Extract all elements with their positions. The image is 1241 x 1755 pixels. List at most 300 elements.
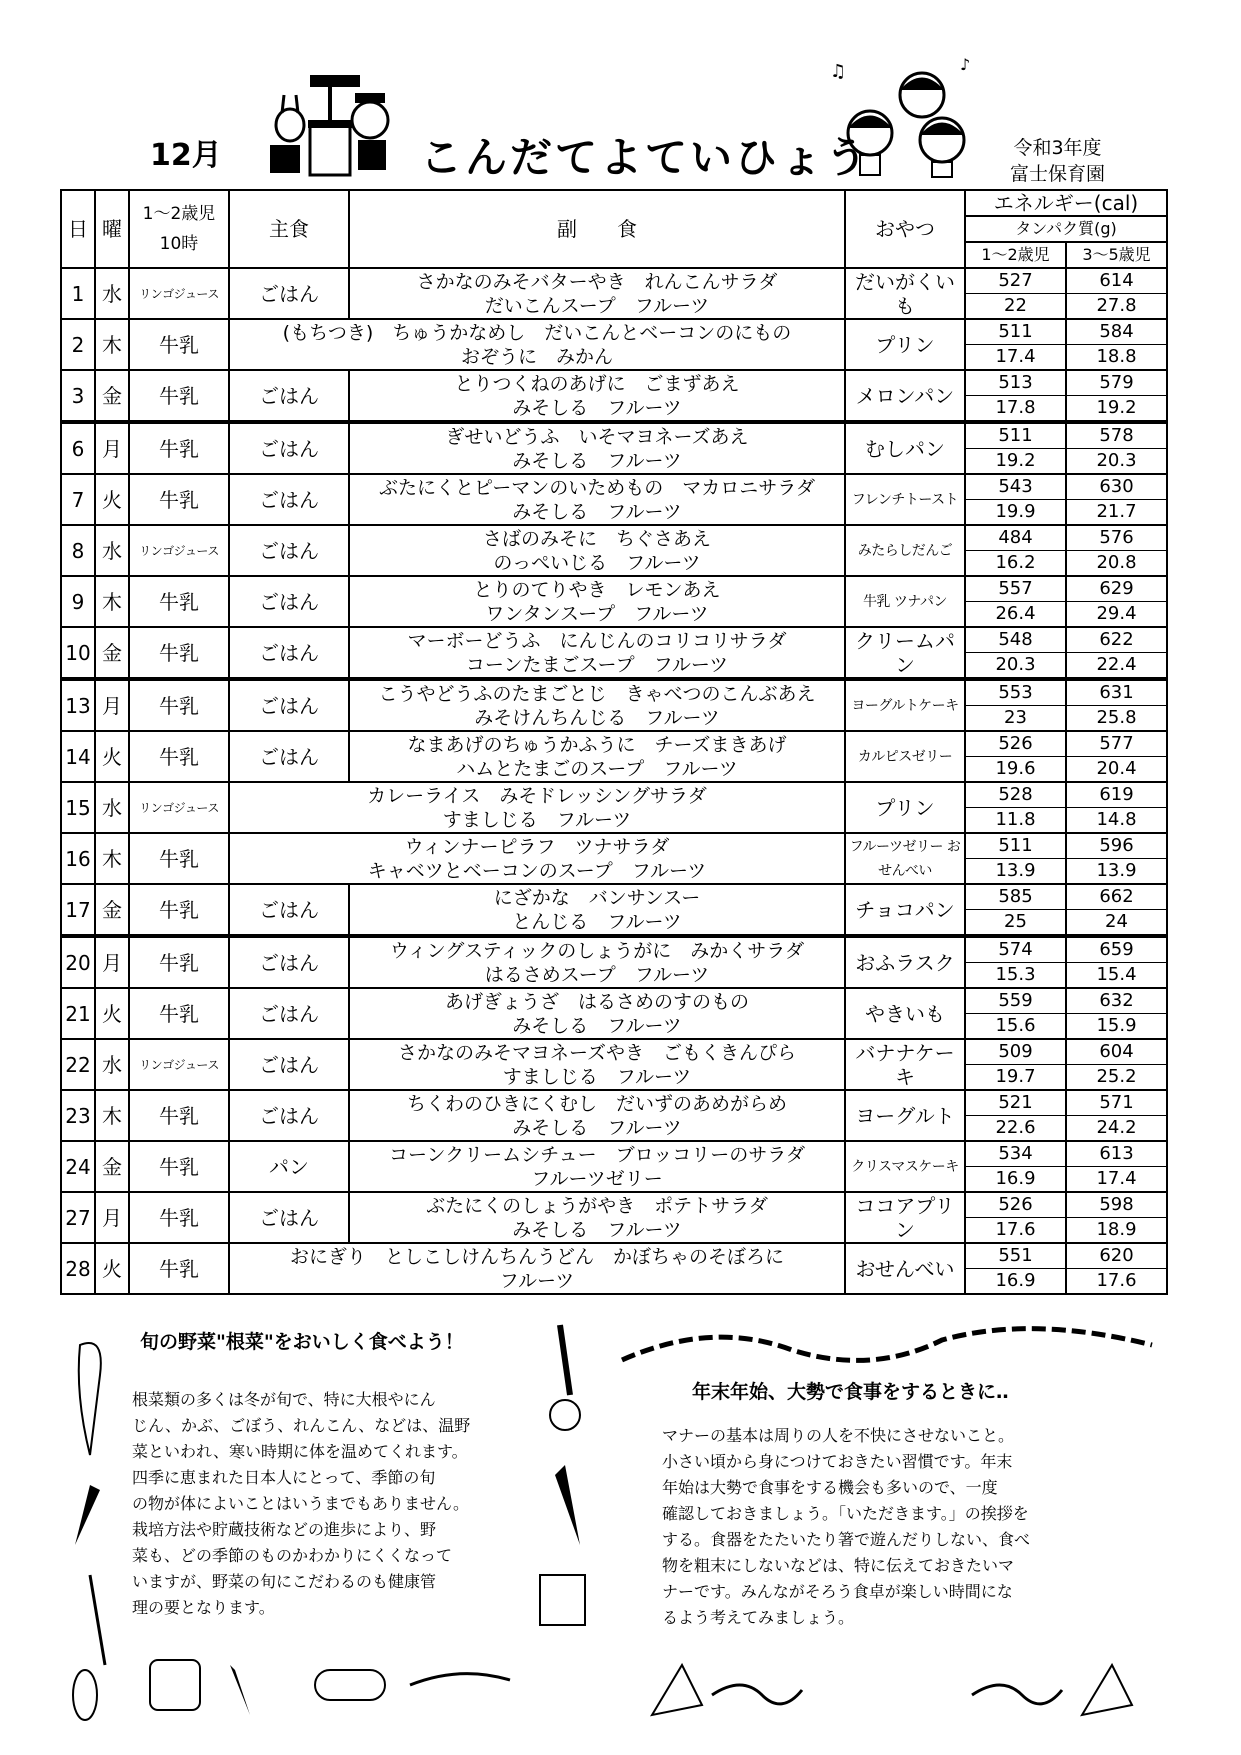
protein-big: 19.2 <box>1067 395 1166 420</box>
nutrition-small-cell <box>965 731 1066 782</box>
side-line-1: なまあげのちゅうかふうに チーズまきあげ <box>407 733 787 756</box>
staple-cell: ごはん <box>229 525 349 576</box>
day-cell: 15 <box>61 782 95 833</box>
sides-cell <box>229 1243 845 1294</box>
table-row <box>61 884 1167 936</box>
energy-small: 511 <box>998 425 1033 446</box>
protein-small: 15.6 <box>966 1013 1065 1038</box>
drink-cell: 牛乳 <box>129 576 229 627</box>
nutrition-small-cell <box>965 1141 1066 1192</box>
table-row <box>61 1141 1167 1192</box>
energy-small: 527 <box>998 270 1033 291</box>
day-cell: 6 <box>61 422 95 474</box>
nutrition-big-cell <box>1066 1243 1167 1294</box>
energy-big: 613 <box>1099 1143 1134 1164</box>
energy-small: 526 <box>998 733 1033 754</box>
snack-cell: むしパン <box>845 422 965 474</box>
nutrition-small-cell <box>965 1243 1066 1294</box>
header-staple: 主食 <box>229 190 349 268</box>
energy-big: 577 <box>1099 733 1134 754</box>
side-line-2: すましじる フルーツ <box>442 808 632 831</box>
sides-cell <box>349 1141 845 1192</box>
table-row <box>61 988 1167 1039</box>
energy-big: 620 <box>1099 1245 1134 1266</box>
text-line: いますが、野菜の旬にこだわるのも健康管 <box>132 1572 437 1591</box>
nutrition-big-cell <box>1066 268 1167 319</box>
day-cell: 27 <box>61 1192 95 1243</box>
protein-big: 25.8 <box>1067 705 1166 730</box>
nutrition-small-cell <box>965 422 1066 474</box>
energy-big: 614 <box>1099 270 1134 291</box>
staple-cell: ごはん <box>229 884 349 936</box>
protein-big: 15.9 <box>1067 1013 1166 1038</box>
protein-big: 17.6 <box>1067 1268 1166 1293</box>
nutrition-big-cell <box>1066 731 1167 782</box>
nutrition-big-cell <box>1066 1192 1167 1243</box>
header-snack: おやつ <box>845 190 965 268</box>
weekday-cell: 水 <box>95 525 129 576</box>
protein-small: 22 <box>966 293 1065 318</box>
energy-small: 513 <box>998 372 1033 393</box>
side-line-2: みそしる フルーツ <box>512 449 682 472</box>
energy-big: 619 <box>1099 784 1134 805</box>
snack-cell: ヨーグルトケーキ <box>845 679 965 731</box>
nutrition-small-cell <box>965 833 1066 884</box>
side-line-1: とりのてりやき レモンあえ <box>473 578 721 601</box>
sides-cell <box>349 268 845 319</box>
children-illustration <box>830 55 980 180</box>
energy-small: 548 <box>998 629 1033 650</box>
nutrition-big-cell <box>1066 576 1167 627</box>
weekday-cell: 金 <box>95 1141 129 1192</box>
protein-big: 22.4 <box>1067 652 1166 677</box>
svg-text:♪: ♪ <box>960 55 971 74</box>
staple-cell: ごはん <box>229 1039 349 1090</box>
weekday-cell: 金 <box>95 370 129 422</box>
side-line-1: おにぎり としこしけんちんうどん かぼちゃのそぼろに <box>289 1245 784 1268</box>
header-drink-line2: 10時 <box>159 234 199 254</box>
protein-big: 18.9 <box>1067 1217 1166 1242</box>
sides-cell <box>349 936 845 988</box>
drink-cell: 牛乳 <box>129 1141 229 1192</box>
energy-big: 659 <box>1099 939 1134 960</box>
text-line: する。食器をたたいたり箸で遊んだりしない、食べ <box>662 1530 1031 1549</box>
side-line-1: カレーライス みそドレッシングサラダ <box>367 784 707 807</box>
drink-cell: 牛乳 <box>129 988 229 1039</box>
nutrition-small-cell <box>965 319 1066 370</box>
energy-small: 559 <box>998 990 1033 1011</box>
header-protein: タンパク質(g) <box>965 216 1167 242</box>
sides-cell <box>349 679 845 731</box>
protein-big: 14.8 <box>1067 807 1166 832</box>
day-cell: 10 <box>61 627 95 679</box>
side-line-2: とんじる フルーツ <box>512 910 682 933</box>
text-line: 栽培方法や貯蔵技術などの進歩により、野 <box>132 1520 437 1539</box>
header-energy: エネルギー(cal) <box>965 190 1167 216</box>
energy-big: 622 <box>1099 629 1134 650</box>
side-line-2: みそしる フルーツ <box>512 1218 682 1241</box>
energy-small: 534 <box>998 1143 1033 1164</box>
fiscal-year: 令和3年度 <box>1013 137 1102 159</box>
weekday-cell: 月 <box>95 1192 129 1243</box>
energy-big: 630 <box>1099 476 1134 497</box>
nutrition-small-cell <box>965 576 1066 627</box>
staple-cell: ごはん <box>229 370 349 422</box>
side-line-2: ハムとたまごのスープ フルーツ <box>456 757 738 780</box>
page-title: こんだてよていひょう <box>420 133 871 182</box>
snack-cell: ヨーグルト <box>845 1090 965 1141</box>
table-row <box>61 576 1167 627</box>
nutrition-big-cell <box>1066 884 1167 936</box>
sides-cell <box>349 474 845 525</box>
snack-cell: やきいも <box>845 988 965 1039</box>
weekday-cell: 火 <box>95 474 129 525</box>
table-row <box>61 319 1167 370</box>
day-cell: 9 <box>61 576 95 627</box>
drink-cell: 牛乳 <box>129 731 229 782</box>
drink-cell: 牛乳 <box>129 319 229 370</box>
staple-cell: ごはん <box>229 679 349 731</box>
side-line-1: ウィングスティックのしょうがに みかくサラダ <box>389 939 805 962</box>
nutrition-big-cell <box>1066 782 1167 833</box>
protein-big: 24.2 <box>1067 1115 1166 1140</box>
text-line: 菜といわれ、寒い時期に体を温めてくれます。 <box>132 1442 468 1461</box>
protein-small: 17.6 <box>966 1217 1065 1242</box>
protein-big: 18.8 <box>1067 344 1166 369</box>
nutrition-small-cell <box>965 268 1066 319</box>
side-line-1: ちくわのひきにくむし だいずのあめがらめ <box>406 1092 787 1115</box>
sides-cell <box>349 988 845 1039</box>
nutrition-big-cell <box>1066 833 1167 884</box>
table-row <box>61 268 1167 319</box>
weekday-cell: 火 <box>95 988 129 1039</box>
header-sides: 副 食 <box>349 190 845 268</box>
snack-cell: チョコパン <box>845 884 965 936</box>
root-vegetable-text <box>132 1387 470 1621</box>
staple-cell: ごはん <box>229 731 349 782</box>
snack-cell: プリン <box>845 319 965 370</box>
energy-small: 521 <box>998 1092 1033 1113</box>
table-manners-title: 年末年始、大勢で食事をするときに‥ <box>692 1381 1009 1403</box>
side-line-2: フルーツゼリー <box>531 1167 663 1190</box>
side-line-1: マーボーどうふ にんじんのコリコリサラダ <box>407 629 787 652</box>
header-drink-line1: 1～2歳児 <box>142 204 216 224</box>
side-line-1: にざかな バンサンスー <box>493 886 701 909</box>
day-cell: 17 <box>61 884 95 936</box>
energy-big: 571 <box>1099 1092 1134 1113</box>
protein-small: 20.3 <box>966 652 1065 677</box>
nutrition-small-cell <box>965 1039 1066 1090</box>
root-vegetable-title: 旬の野菜"根菜"をおいしく食べよう！ <box>140 1331 464 1353</box>
snack-cell: おふラスク <box>845 936 965 988</box>
text-line: 確認しておきましょう。「いただきます。」の挨拶を <box>662 1504 1029 1523</box>
drink-cell: 牛乳 <box>129 884 229 936</box>
sides-cell <box>349 576 845 627</box>
vegetable-illustrations-left <box>60 1315 135 1725</box>
weekday-cell: 火 <box>95 731 129 782</box>
protein-small: 13.9 <box>966 858 1065 883</box>
snack-cell: クリームパン <box>845 627 965 679</box>
weekday-cell: 木 <box>95 576 129 627</box>
protein-big: 20.3 <box>1067 448 1166 473</box>
text-line: 理の要となります。 <box>132 1598 275 1617</box>
sides-cell <box>349 884 845 936</box>
drink-cell: 牛乳 <box>129 1243 229 1294</box>
weekday-cell: 月 <box>95 936 129 988</box>
nutrition-big-cell <box>1066 936 1167 988</box>
nutrition-small-cell <box>965 370 1066 422</box>
weekday-cell: 月 <box>95 679 129 731</box>
side-line-2: みそしる フルーツ <box>512 1014 682 1037</box>
staple-cell: ごはん <box>229 576 349 627</box>
energy-small: 553 <box>998 682 1033 703</box>
energy-big: 662 <box>1099 886 1134 907</box>
sides-cell <box>349 422 845 474</box>
snack-cell: みたらしだんご <box>845 525 965 576</box>
table-row <box>61 679 1167 731</box>
day-cell: 8 <box>61 525 95 576</box>
staple-cell: ごはん <box>229 268 349 319</box>
table-row <box>61 1039 1167 1090</box>
weekday-cell: 金 <box>95 884 129 936</box>
svg-text:♫: ♫ <box>830 61 847 82</box>
protein-small: 15.3 <box>966 962 1065 987</box>
energy-small: 585 <box>998 886 1033 907</box>
side-line-1: ぎせいどうふ いそマヨネーズあえ <box>445 425 749 448</box>
day-cell: 13 <box>61 679 95 731</box>
text-line: 菜も、どの季節のものかわかりにくくなって <box>132 1546 453 1565</box>
energy-small: 509 <box>998 1041 1033 1062</box>
nutrition-big-cell <box>1066 1141 1167 1192</box>
header-age-small: 1～2歳児 <box>965 242 1066 268</box>
energy-small: 511 <box>998 321 1033 342</box>
side-line-1: さかなのみそマヨネーズやき ごもくきんぴら <box>397 1041 797 1064</box>
sides-cell <box>349 1192 845 1243</box>
side-line-2: のっぺいじる フルーツ <box>493 551 701 574</box>
snack-cell: フレンチトースト <box>845 474 965 525</box>
day-cell: 21 <box>61 988 95 1039</box>
day-cell: 22 <box>61 1039 95 1090</box>
nutrition-big-cell <box>1066 525 1167 576</box>
drink-cell: リンゴジュース <box>129 782 229 833</box>
side-line-1: ウィンナーピラフ ツナサラダ <box>404 835 670 858</box>
drink-cell: 牛乳 <box>129 1192 229 1243</box>
nutrition-small-cell <box>965 525 1066 576</box>
side-line-1: さかなのみそバターやき れんこんサラダ <box>416 270 778 293</box>
table-row <box>61 936 1167 988</box>
sides-cell <box>349 1090 845 1141</box>
text-line: ナーです。みんながそろう食卓が楽しい時間にな <box>662 1582 1013 1601</box>
protein-big: 15.4 <box>1067 962 1166 987</box>
vegetable-illustrations-bottom <box>140 1645 530 1725</box>
energy-small: 526 <box>998 1194 1033 1215</box>
nutrition-small-cell <box>965 1192 1066 1243</box>
protein-small: 17.8 <box>966 395 1065 420</box>
nutrition-big-cell <box>1066 627 1167 679</box>
weekday-cell: 月 <box>95 422 129 474</box>
protein-small: 19.9 <box>966 499 1065 524</box>
weekday-cell: 木 <box>95 319 129 370</box>
energy-small: 543 <box>998 476 1033 497</box>
energy-small: 551 <box>998 1245 1033 1266</box>
table-header-row-1 <box>61 190 1167 216</box>
snack-cell: 牛乳 ツナパン <box>845 576 965 627</box>
text-line: 四季に恵まれた日本人にとって、季節の旬 <box>132 1468 436 1487</box>
menu-table <box>60 189 1168 1295</box>
staple-cell: ごはん <box>229 474 349 525</box>
protein-small: 16.2 <box>966 550 1065 575</box>
sides-cell <box>349 370 845 422</box>
drink-cell: リンゴジュース <box>129 268 229 319</box>
drink-cell: 牛乳 <box>129 422 229 474</box>
drink-cell: 牛乳 <box>129 474 229 525</box>
side-line-1: とりつくねのあげに ごまずあえ <box>454 372 740 395</box>
weekday-cell: 水 <box>95 268 129 319</box>
energy-small: 528 <box>998 784 1033 805</box>
protein-big: 21.7 <box>1067 499 1166 524</box>
protein-small: 22.6 <box>966 1115 1065 1140</box>
energy-big: 596 <box>1099 835 1134 856</box>
snack-cell: プリン <box>845 782 965 833</box>
protein-small: 26.4 <box>966 601 1065 626</box>
text-line: の物が体によいことはいうまでもありません。 <box>132 1494 469 1513</box>
sides-cell <box>229 833 845 884</box>
nutrition-big-cell <box>1066 679 1167 731</box>
table-manners-text <box>662 1423 1030 1631</box>
energy-big: 604 <box>1099 1041 1134 1062</box>
side-line-1: ぶたにくのしょうがやき ポテトサラダ <box>426 1194 768 1217</box>
day-cell: 23 <box>61 1090 95 1141</box>
side-line-2: はるさめスープ フルーツ <box>484 963 710 986</box>
protein-small: 19.7 <box>966 1064 1065 1089</box>
side-line-2: みそしる フルーツ <box>512 396 682 419</box>
snack-cell: クリスマスケーキ <box>845 1141 965 1192</box>
side-line-2: みそしる フルーツ <box>512 500 682 523</box>
side-line-2: みそしる フルーツ <box>512 1116 682 1139</box>
table-row <box>61 525 1167 576</box>
nutrition-small-cell <box>965 679 1066 731</box>
root-vegetable-column <box>60 1315 608 1725</box>
drink-cell: 牛乳 <box>129 627 229 679</box>
day-cell: 28 <box>61 1243 95 1294</box>
side-line-2: おぞうに みかん <box>460 345 613 368</box>
weekday-cell: 水 <box>95 1039 129 1090</box>
side-line-1: さばのみそに ちぐさあえ <box>482 527 711 550</box>
protein-big: 20.8 <box>1067 550 1166 575</box>
drink-cell: リンゴジュース <box>129 1039 229 1090</box>
protein-small: 11.8 <box>966 807 1065 832</box>
energy-small: 511 <box>998 835 1033 856</box>
sides-cell <box>229 782 845 833</box>
nutrition-big-cell <box>1066 988 1167 1039</box>
text-line: 根菜類の多くは冬が旬で、特に大根やにん <box>132 1390 436 1409</box>
drink-cell: 牛乳 <box>129 370 229 422</box>
energy-small: 557 <box>998 578 1033 599</box>
snack-cell: フルーツゼリー おせんべい <box>845 833 965 884</box>
staple-cell: ごはん <box>229 988 349 1039</box>
nutrition-small-cell <box>965 1090 1066 1141</box>
header-weekday: 曜 <box>95 190 129 268</box>
sides-cell <box>349 627 845 679</box>
energy-big: 598 <box>1099 1194 1134 1215</box>
nutrition-big-cell <box>1066 370 1167 422</box>
staple-cell: パン <box>229 1141 349 1192</box>
staple-cell: ごはん <box>229 1192 349 1243</box>
protein-small: 23 <box>966 705 1065 730</box>
month-label: 12月 <box>150 138 222 173</box>
day-cell: 7 <box>61 474 95 525</box>
chain-garland-decoration <box>612 1315 1166 1375</box>
drink-cell: 牛乳 <box>129 936 229 988</box>
protein-big: 27.8 <box>1067 293 1166 318</box>
energy-big: 579 <box>1099 372 1134 393</box>
table-row <box>61 833 1167 884</box>
nutrition-small-cell <box>965 782 1066 833</box>
weekday-cell: 木 <box>95 833 129 884</box>
energy-big: 578 <box>1099 425 1134 446</box>
nutrition-big-cell <box>1066 319 1167 370</box>
text-line: 小さい頃から身につけておきたい習慣です。年末 <box>662 1452 1013 1471</box>
day-cell: 3 <box>61 370 95 422</box>
text-line: 年始は大勢で食事をする機会も多いので、一度 <box>662 1478 998 1497</box>
weekday-cell: 木 <box>95 1090 129 1141</box>
drink-cell: 牛乳 <box>129 833 229 884</box>
text-line: マナーの基本は周りの人を不快にさせないこと。 <box>662 1426 1015 1445</box>
protein-small: 16.9 <box>966 1268 1065 1293</box>
table-row <box>61 474 1167 525</box>
party-decoration <box>612 1645 1166 1725</box>
snack-cell: ココアプリン <box>845 1192 965 1243</box>
nutrition-big-cell <box>1066 1090 1167 1141</box>
table-row <box>61 1192 1167 1243</box>
text-line: るよう考えてみましょう。 <box>662 1608 855 1627</box>
snack-cell: だいがくいも <box>845 268 965 319</box>
text-line: 物を粗末にしないなどは、特に伝えておきたいマ <box>662 1556 1015 1575</box>
nutrition-big-cell <box>1066 422 1167 474</box>
energy-small: 574 <box>998 939 1033 960</box>
protein-small: 17.4 <box>966 344 1065 369</box>
school-name: 富士保育園 <box>1010 163 1106 185</box>
table-row <box>61 1243 1167 1294</box>
sides-cell <box>349 525 845 576</box>
protein-big: 24 <box>1067 909 1166 934</box>
table-row <box>61 1090 1167 1141</box>
drink-cell: 牛乳 <box>129 679 229 731</box>
nutrition-big-cell <box>1066 474 1167 525</box>
table-row <box>61 370 1167 422</box>
energy-big: 584 <box>1099 321 1134 342</box>
protein-big: 29.4 <box>1067 601 1166 626</box>
drink-cell: 牛乳 <box>129 1090 229 1141</box>
sides-cell <box>229 319 845 370</box>
table-row <box>61 731 1167 782</box>
weekday-cell: 金 <box>95 627 129 679</box>
staple-cell: ごはん <box>229 936 349 988</box>
side-line-1: コーンクリームシチュー ブロッコリーのサラダ <box>388 1143 806 1166</box>
mochi-pounding-illustration <box>250 65 420 180</box>
sides-cell <box>349 731 845 782</box>
header-age-big: 3～5歳児 <box>1066 242 1167 268</box>
energy-small: 484 <box>998 527 1033 548</box>
text-line: じん、かぶ、ごぼう、れんこん、などは、温野 <box>132 1416 471 1435</box>
sides-cell <box>349 1039 845 1090</box>
table-row <box>61 422 1167 474</box>
staple-cell: ごはん <box>229 1090 349 1141</box>
protein-big: 17.4 <box>1067 1166 1166 1191</box>
side-line-2: キャベツとベーコンのスープ フルーツ <box>367 859 707 882</box>
nutrition-big-cell <box>1066 1039 1167 1090</box>
day-cell: 24 <box>61 1141 95 1192</box>
